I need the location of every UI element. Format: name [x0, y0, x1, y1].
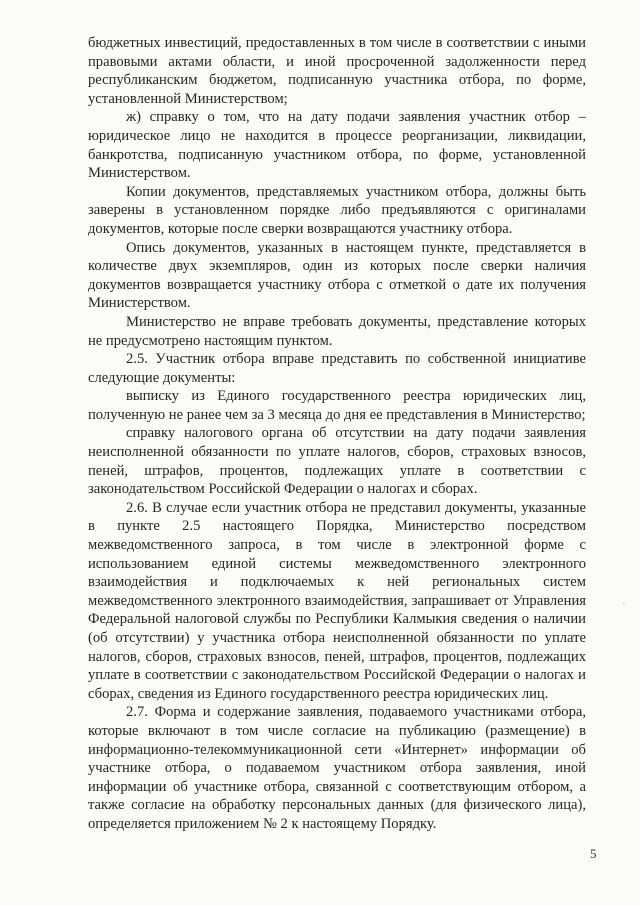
document-body: [88, 34, 586, 834]
paragraph-budget-investments: бюджетных инвестиций, предоставленных в том числе в соответствии с иными правовыми актами области, и иной просроченной задолженности перед республиканским бюджетом, подписанную участника отбора, по форме, установленной Министерством;: [88, 35, 586, 107]
paragraph-item-zh: ж) справку о том, что на дату подачи заявления участник отбор – юридическое лицо не находится в процессе реорганизации, ликвидации, банкротства, подписанную участником отбора, по форме, установленной Министерством.: [88, 109, 586, 182]
paragraph-tax-certificate: справку налогового органа об отсутствии на дату подачи заявления неисполненной обязанности по уплате налогов, сборов, страховых взносов, пеней, штрафов, процентов, подлежащих уплате в соответствии с законодательством Российской Федерации о налогах и сборах.: [88, 425, 586, 498]
paragraph-document-copies: Копии документов, представляемых участником отбора, должны быть заверены в установленном порядке либо предъявляются с оригиналами документов, которые после сверки возвращаются участнику отбора.: [88, 183, 586, 237]
paragraph-clause-2-5: 2.5. Участник отбора вправе представить по собственной инициативе следующие документы:: [88, 351, 586, 386]
paragraph-clause-2-6: 2.6. В случае если участник отбора не представил документы, указанные в пункте 2.5 настоящего Порядка, Министерство посредством межведомственного запроса, в том числе в электронной форме с использованием единой системы межведомственного электронного взаимодействия и подключаемых к ней региональных систем межведомственного электронного взаимодействия, запрашивает от Управления Федеральной налоговой службы по Республики Калмыкия сведения о наличии (об отсутствии) у участника отбора неисполненной обязанности по уплате налогов, сборов, страховых взносов, пеней, штрафов, процентов, подлежащих уплате в соответствии с законодательством Российской Федерации о налогах и сборах, сведения из Единого государственного реестра юридических лиц.: [88, 499, 586, 702]
margin-mark: ·: [622, 598, 626, 610]
page-number: 5: [590, 846, 597, 861]
paragraph-registry-extract: выписку из Единого государственного реестра юридических лиц, полученную не ранее чем за 3 месяца до дня ее представления в Министерство;: [88, 388, 586, 423]
paragraph-document-inventory: Опись документов, указанных в настоящем пункте, представляется в количестве двух экземпляров, один из которых после сверки наличия документов возвращается участнику отбора с отметкой о дате их получения Министерством.: [88, 239, 586, 312]
paragraph-ministry-restriction: Министерство не вправе требовать документы, представление которых не предусмотрено настоящим пунктом.: [88, 313, 586, 349]
paragraph-clause-2-7: 2.7. Форма и содержание заявления, подаваемого участниками отбора, которые включают в том числе согласие на публикацию (размещение) в информационно-телекоммуникационной сети «Интернет» информации об участнике отбора, о подаваемом участником отбора заявления, иной информации об участнике отбора, связанной с соответствующим отбором, а также согласие на обработку персональных данных (для физического лица), определяется приложением № 2 к настоящему Порядку.: [88, 704, 586, 832]
